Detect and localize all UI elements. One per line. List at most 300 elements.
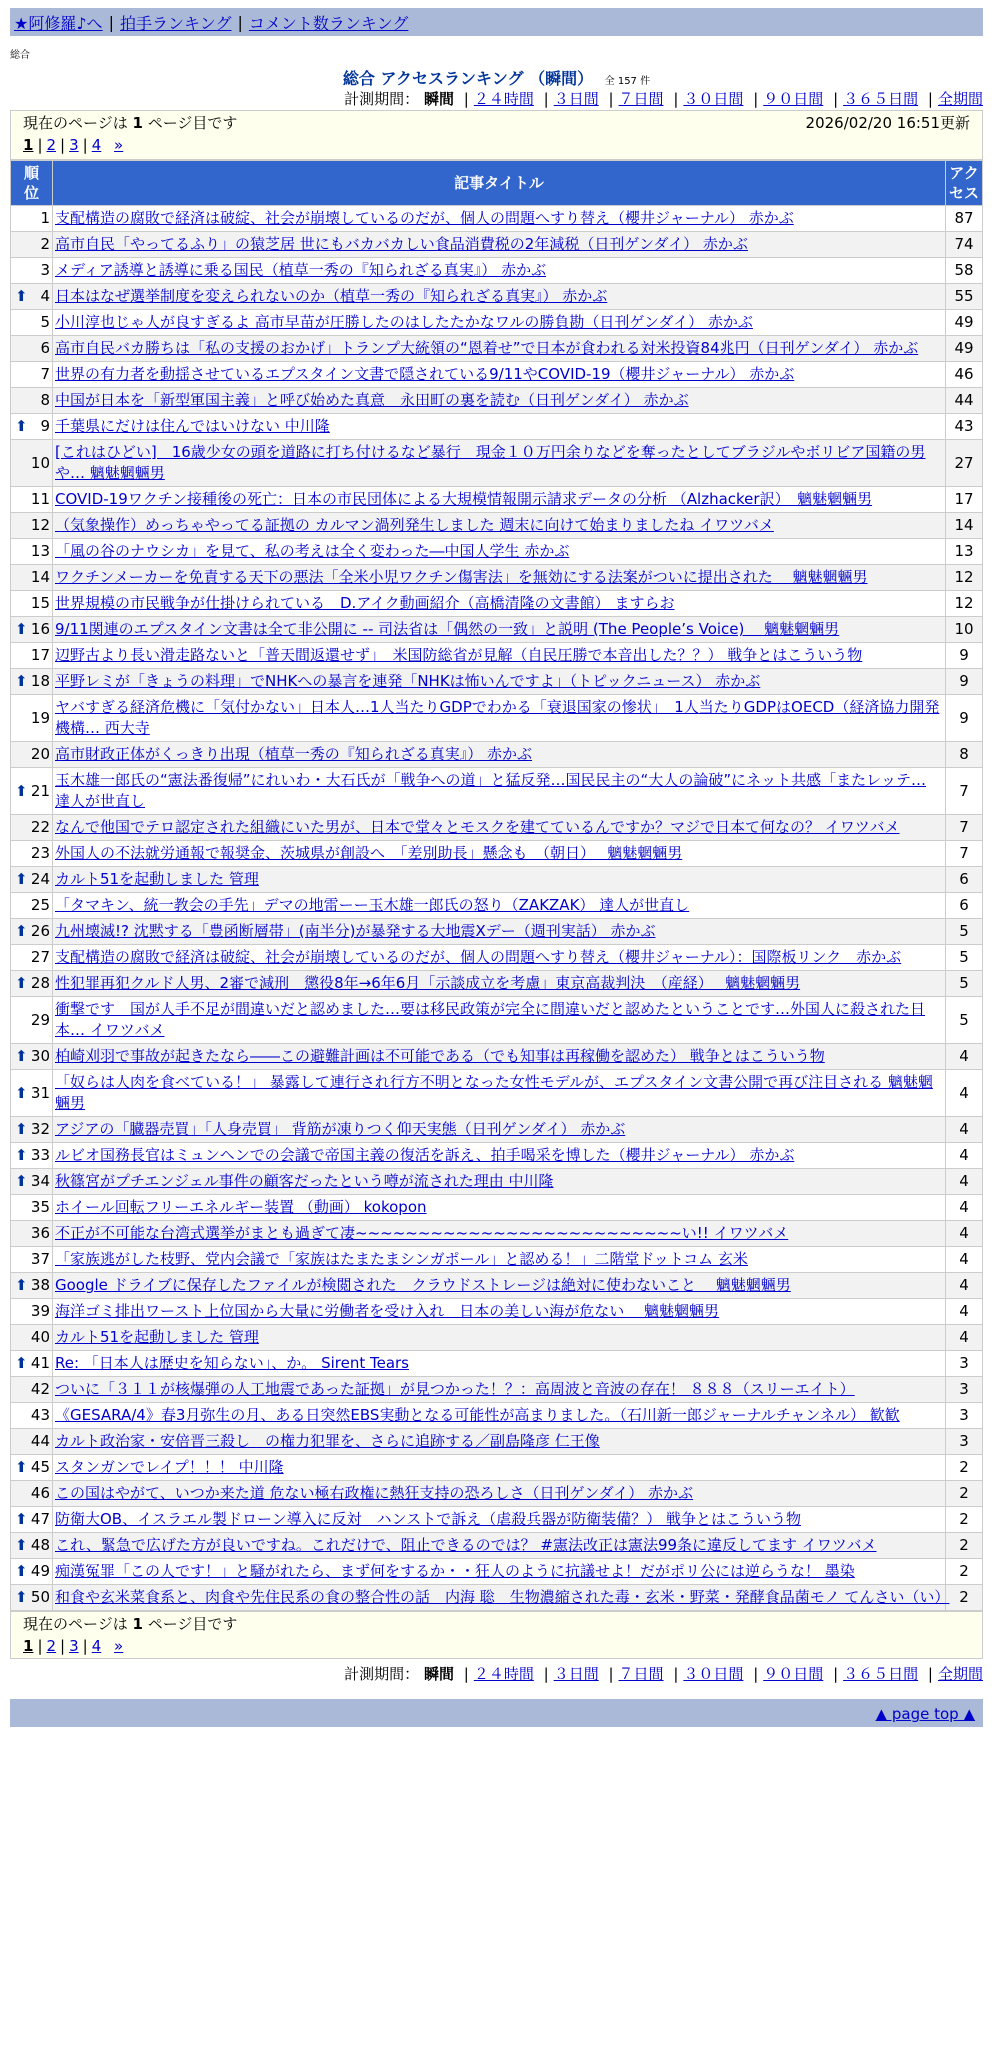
- rank-cell: [11, 591, 53, 617]
- rank-cell: [11, 565, 53, 591]
- page-text-pre: 現在のページは: [23, 114, 133, 132]
- access-count: 3: [946, 1429, 983, 1455]
- access-count: 9: [946, 669, 983, 695]
- article-link[interactable]: 中国が日本を「新型軍国主義」と呼び始めた真意 永田町の裏を読む（日刊ゲンダイ） 赤かぶ: [55, 391, 689, 409]
- table-row: [11, 1507, 983, 1533]
- period-label: 計測期間：: [344, 1665, 420, 1683]
- access-count: 10: [946, 617, 983, 643]
- article-link[interactable]: [これはひどい] 16歳少女の頭を道路に打ち付けるなど暴行 現金１０万円余りなどを奪ったとしてブラジルやボリビア国籍の男や… 魑魅魍魎男: [55, 443, 926, 482]
- article-link[interactable]: メディア誘導と誘導に乗る国民（植草一秀の『知られざる真実』） 赤かぶ: [55, 261, 547, 279]
- title-cell: [53, 362, 946, 388]
- table-row: [11, 1403, 983, 1429]
- period-link-30d[interactable]: ３０日間: [683, 90, 744, 108]
- rank-cell: [11, 695, 53, 742]
- rank-number: 38: [30, 1276, 50, 1294]
- article-link[interactable]: スタンガンでレイプ！！！ 中川隆: [55, 1458, 284, 1476]
- access-count: 4: [946, 1117, 983, 1143]
- table-row: [11, 742, 983, 768]
- access-count: 5: [946, 919, 983, 945]
- rank-number: 41: [30, 1354, 50, 1372]
- table-row: [11, 617, 983, 643]
- rank-cell: [11, 815, 53, 841]
- current-page-text: [23, 1612, 237, 1636]
- title-cell: [53, 1585, 950, 1611]
- page-links: [23, 135, 970, 157]
- access-count: 4: [946, 1221, 983, 1247]
- access-count: 3: [946, 1403, 983, 1429]
- rank-up-arrow-icon: ⬆: [15, 1047, 28, 1065]
- page-link-2[interactable]: 2: [46, 136, 57, 154]
- home-link[interactable]: ★阿修羅♪へ: [14, 13, 103, 33]
- separator: |: [82, 136, 88, 154]
- title-cell: [53, 768, 946, 815]
- article-link[interactable]: 「家族逃がした枝野、党内会議で「家族はたまたまシンガポール」と認める！」二階堂ドットコム 玄米: [55, 1250, 748, 1268]
- access-count: 2: [946, 1481, 983, 1507]
- rank-cell: [11, 1533, 53, 1559]
- access-count: 13: [946, 539, 983, 565]
- table-row: [11, 867, 983, 893]
- article-link[interactable]: Google ドライブに保存したファイルが検閲された クラウドストレージは絶対に使わないこと 魑魅魍魎男: [55, 1276, 791, 1294]
- table-row: [11, 1273, 983, 1299]
- title-cell: [53, 997, 946, 1044]
- separator: |: [927, 1665, 933, 1683]
- next-page-link[interactable]: »: [114, 136, 124, 154]
- rank-number: 42: [30, 1380, 50, 1398]
- article-link[interactable]: 玉木雄一郎氏の“憲法番復帰”にれいわ・大石氏が「戦争への道」と猛反発…国民民主の“大人の論破”にネット共感「またレッテ… 達人が世直し: [55, 771, 926, 810]
- rank-number: 4: [40, 287, 50, 305]
- rank-number: 29: [30, 1010, 50, 1029]
- access-count: 44: [946, 388, 983, 414]
- article-link[interactable]: カルト政治家・安倍晋三殺し の権力犯罪を、さらに追跡する／副島隆彦 仁王像: [55, 1432, 600, 1450]
- article-link[interactable]: 「奴らは人肉を食べている！」 暴露して連行され行方不明となった女性モデルが、エプスタイン文書公開で再び注目される 魑魅魍魎男: [55, 1073, 933, 1112]
- period-link-3d[interactable]: ３日間: [553, 90, 599, 108]
- separator: |: [833, 90, 839, 108]
- rank-number: 26: [30, 922, 50, 940]
- title-cell: [53, 643, 946, 669]
- title-cell: [53, 1559, 946, 1585]
- rank-number: 35: [30, 1198, 50, 1216]
- rank-number: 22: [30, 818, 50, 836]
- title-cell: [53, 1143, 946, 1169]
- next-page-link[interactable]: »: [114, 1637, 124, 1655]
- title-cell: [53, 669, 946, 695]
- table-row: [11, 1169, 983, 1195]
- rank-up-arrow-icon: ⬆: [15, 1510, 28, 1528]
- rank-number: 19: [30, 708, 50, 727]
- period-link-7d[interactable]: ７日間: [618, 1665, 664, 1683]
- table-row: [11, 513, 983, 539]
- separator: |: [82, 1637, 88, 1655]
- total-count: 全 157 件: [604, 76, 651, 87]
- page: [10, 8, 983, 1727]
- rank-number: 28: [30, 974, 50, 992]
- title-cell: [53, 1195, 946, 1221]
- rank-up-arrow-icon: ⬆: [15, 1536, 28, 1554]
- separator: |: [833, 1665, 839, 1683]
- table-row: [11, 893, 983, 919]
- table-row: [11, 1455, 983, 1481]
- rank-number: 46: [30, 1484, 50, 1502]
- title-cell: [53, 539, 946, 565]
- rank-cell: [11, 867, 53, 893]
- access-count: 4: [946, 1169, 983, 1195]
- rank-cell: [11, 232, 53, 258]
- rank-up-arrow-icon: ⬆: [15, 870, 28, 888]
- rank-up-arrow-icon: ⬆: [15, 1588, 28, 1606]
- rank-number: 39: [30, 1302, 50, 1320]
- rank-cell: [11, 1143, 53, 1169]
- rank-number: 20: [30, 745, 50, 763]
- table-row: [11, 1143, 983, 1169]
- table-row: [11, 591, 983, 617]
- article-link[interactable]: 支配構造の腐敗で経済は破綻、社会が崩壊しているのだが、個人の問題へすり替え（櫻井ジャーナル）：国際板リンク 赤かぶ: [55, 948, 902, 966]
- rank-up-arrow-icon: ⬆: [15, 922, 28, 940]
- updated-time: 2026/02/20 16:51更新: [805, 114, 970, 132]
- table-row: [11, 997, 983, 1044]
- article-link[interactable]: 不正が不可能な台湾式選挙がまとも過ぎて凄~~~~~~~~~~~~~~~~~~~~~~~~~~い!! イワツバメ: [55, 1224, 789, 1242]
- rank-cell: [11, 1507, 53, 1533]
- article-link[interactable]: なんで他国でテロ認定された組織にいた男が、日本で堂々とモスクを建てているんですか？マジで日本て何なの？ イワツバメ: [55, 818, 900, 836]
- separator: |: [37, 1637, 43, 1655]
- rank-cell: [11, 1044, 53, 1070]
- title-cell: [53, 1044, 946, 1070]
- table-row: [11, 1221, 983, 1247]
- rank-number: 15: [30, 594, 50, 612]
- rank-cell: [11, 669, 53, 695]
- rank-number: 10: [30, 453, 50, 472]
- separator: |: [463, 1665, 469, 1683]
- rank-number: 24: [30, 870, 50, 888]
- article-link[interactable]: ルビオ国務長官はミュンヘンでの会議で帝国主義の復活を訴え、拍手喝采を博した（櫻井ジャーナル） 赤かぶ: [55, 1146, 795, 1164]
- page-number: 1: [132, 1615, 143, 1633]
- article-link[interactable]: 「タマキン、統一教会の手先」デマの地雷ーー玉木雄一郎氏の怒り（ZAKZAK） 達人が世直し: [55, 896, 690, 914]
- page-link-4[interactable]: 4: [91, 136, 102, 154]
- access-count: 7: [946, 841, 983, 867]
- access-count: 8: [946, 742, 983, 768]
- separator: |: [753, 90, 759, 108]
- article-link[interactable]: 千葉県にだけは住んではいけない 中川隆: [55, 417, 330, 435]
- rank-up-arrow-icon: ⬆: [15, 1120, 28, 1138]
- article-link[interactable]: 衝撃です 国が人手不足が間違いだと認めました…要は移民政策が完全に間違いだと認めたということです…外国人に殺された日本… イワツバメ: [55, 1000, 926, 1039]
- table-row: [11, 362, 983, 388]
- access-count: 14: [946, 513, 983, 539]
- top-nav: [10, 8, 983, 36]
- page-title: [10, 66, 983, 88]
- table-row: [11, 1044, 983, 1070]
- article-link[interactable]: これ、緊急で広げた方が良いですね。これだけで、阻止できるのでは？ #憲法改正は憲法99条に違反してます イワツバメ: [55, 1536, 877, 1554]
- title-cell: [53, 1117, 946, 1143]
- table-row: [11, 1325, 983, 1351]
- period-link-all[interactable]: 全期間: [937, 1665, 983, 1683]
- rank-cell: [11, 1247, 53, 1273]
- article-link[interactable]: 支配構造の腐敗で経済は破綻、社会が崩壊しているのだが、個人の問題へすり替え（櫻井ジャーナル） 赤かぶ: [55, 209, 794, 227]
- access-count: 46: [946, 362, 983, 388]
- article-link[interactable]: 防衛大OB、イスラエル製ドローン導入に反対 ハンストで訴え（虐殺兵器が防衛装備？） 戦争とはこういう物: [55, 1510, 801, 1528]
- article-link[interactable]: 小川淳也じゃ人が良すぎるよ 高市早苗が圧勝したのはしたたかなワルの勝負勘（日刊ゲンダイ） 赤かぶ: [55, 313, 753, 331]
- rank-number: 8: [40, 391, 50, 409]
- article-link[interactable]: （気象操作）めっちゃやってる証拠の カルマン渦列発生しました 週末に向けて始まりましたね イワツバメ: [55, 516, 774, 534]
- rank-number: 6: [40, 339, 50, 357]
- table-row: [11, 258, 983, 284]
- rank-cell: [11, 841, 53, 867]
- period-link-all[interactable]: 全期間: [937, 90, 983, 108]
- article-link[interactable]: 高市自民バカ勝ちは「私の支援のおかげ」トランプ大統領の“恩着せ”で日本が食われる対米投資84兆円（日刊ゲンダイ） 赤かぶ: [55, 339, 919, 357]
- title-cell: [53, 1429, 946, 1455]
- title-cell: [53, 815, 946, 841]
- table-row: [11, 565, 983, 591]
- rank-number: 33: [30, 1146, 50, 1164]
- title-cell: [53, 1325, 946, 1351]
- access-count: 4: [946, 1143, 983, 1169]
- access-count: 2: [946, 1507, 983, 1533]
- period-selector-top: [10, 88, 983, 110]
- article-link[interactable]: この国はやがて、いつか来た道 危ない極右政権に熱狂支持の恐ろしさ（日刊ゲンダイ） 赤かぶ: [55, 1484, 694, 1502]
- rank-number: 37: [30, 1250, 50, 1268]
- article-link[interactable]: 九州壊滅!? 沈黙する「豊函断層帯」(南半分)が暴発する大地震Xデー（週刊実話） 赤かぶ: [55, 922, 656, 940]
- table-row: [11, 945, 983, 971]
- table-row: [11, 1117, 983, 1143]
- title-cell: [53, 310, 946, 336]
- title-cell: [53, 1533, 946, 1559]
- rank-cell: [11, 513, 53, 539]
- article-link[interactable]: ワクチンメーカーを免責する天下の悪法「全米小児ワクチン傷害法」を無効にする法案がついに提出された 魑魅魍魎男: [55, 568, 868, 586]
- article-link[interactable]: ヤバすぎる経済危機に「気付かない」日本人…1人当たりGDPでわかる「衰退国家の惨状」 1人当たりGDPはOECD（経済協力開発機構… 西大寺: [55, 698, 940, 737]
- title-cell: [53, 565, 946, 591]
- table-row: [11, 971, 983, 997]
- title-cell: [53, 1377, 946, 1403]
- table-row: [11, 539, 983, 565]
- access-count: 2: [946, 1533, 983, 1559]
- rank-number: 25: [30, 896, 50, 914]
- rank-cell: [11, 643, 53, 669]
- title-cell: [53, 388, 946, 414]
- rank-cell: [11, 997, 53, 1044]
- access-count: 2: [946, 1455, 983, 1481]
- page-link-3[interactable]: 3: [69, 1637, 79, 1655]
- period-current: 瞬間: [423, 1665, 454, 1683]
- separator: [105, 1637, 110, 1655]
- article-link[interactable]: 9/11関連のエプスタイン文書は全て非公開に -- 司法省は「偶然の一致」と説明 (The People’s Voice) 魑魅魍魎男: [55, 620, 840, 638]
- rank-cell: [11, 945, 53, 971]
- access-count: 55: [946, 284, 983, 310]
- period-link-90d[interactable]: ９０日間: [763, 1665, 824, 1683]
- separator: |: [608, 90, 614, 108]
- title-cell: [53, 1273, 946, 1299]
- comment-ranking-link[interactable]: コメント数ランキング: [248, 13, 409, 33]
- access-count: 2: [946, 1585, 983, 1611]
- rank-number: 3: [40, 261, 50, 279]
- access-count: 87: [946, 206, 983, 232]
- clap-ranking-link[interactable]: 拍手ランキング: [119, 13, 232, 33]
- article-link[interactable]: 高市自民「やってるふり」の猿芝居 世にもバカバカしい食品消費税の2年減税（日刊ゲンダイ） 赤かぶ: [55, 235, 748, 253]
- title-cell: [53, 695, 946, 742]
- title-cell: [53, 1169, 946, 1195]
- title-cell: [53, 414, 946, 440]
- access-count: 3: [946, 1377, 983, 1403]
- col-rank-header: 順位: [11, 161, 53, 206]
- title-cell: [53, 1351, 946, 1377]
- rank-number: 14: [30, 568, 50, 586]
- title-cell: [53, 867, 946, 893]
- access-count: 4: [946, 1299, 983, 1325]
- rank-cell: [11, 539, 53, 565]
- rank-cell: [11, 1351, 53, 1377]
- access-count: 7: [946, 768, 983, 815]
- table-row: [11, 487, 983, 513]
- table-row: [11, 1351, 983, 1377]
- rank-number: 34: [30, 1172, 50, 1190]
- article-link[interactable]: カルト51を起動しました 管理: [55, 1328, 259, 1346]
- title-cell: [53, 1221, 946, 1247]
- rank-cell: [11, 362, 53, 388]
- rank-cell: [11, 1299, 53, 1325]
- article-link[interactable]: 「風の谷のナウシカ」を見て、私の考えは全く変わった―中国人学生 赤かぶ: [55, 542, 570, 560]
- article-link[interactable]: ついに「３１１が核爆弾の人工地震であった証拠」が見つかった！？：高周波と音波の存在！ ８８８（スリーエイト）: [55, 1380, 855, 1398]
- article-link[interactable]: アジアの「臓器売買」「人身売買」 背筋が凍りつく仰天実態（日刊ゲンダイ） 赤かぶ: [55, 1120, 626, 1138]
- rank-up-arrow-icon: ⬆: [15, 1146, 28, 1164]
- article-link[interactable]: 外国人の不法就労通報で報奨金、茨城県が創設へ 「差別助長」懸念も （朝日） 魑魅魍魎男: [55, 844, 683, 862]
- table-row: [11, 284, 983, 310]
- separator: [105, 136, 110, 154]
- separator: |: [37, 136, 43, 154]
- article-link[interactable]: 世界規模の市民戦争が仕掛けられている D.アイク動画紹介（高橋清隆の文書館） ますらお: [55, 594, 675, 612]
- title-cell: [53, 1481, 946, 1507]
- page-link-1: 1: [23, 136, 34, 154]
- period-link-24h[interactable]: ２４時間: [473, 90, 534, 108]
- title-cell: [53, 945, 946, 971]
- access-count: 5: [946, 971, 983, 997]
- col-title-header: 記事タイトル: [53, 161, 946, 206]
- separator: |: [927, 90, 933, 108]
- separator: |: [237, 12, 243, 32]
- article-link[interactable]: 柏崎刈羽で事故が起きたなら――この避難計画は不可能である（でも知事は再稼働を認めた） 戦争とはこういう物: [55, 1047, 825, 1065]
- access-count: 5: [946, 945, 983, 971]
- pager-bottom: [10, 1611, 983, 1659]
- access-count: 4: [946, 1247, 983, 1273]
- title-cell: [53, 206, 946, 232]
- page-link-2[interactable]: 2: [46, 1637, 57, 1655]
- access-count: 74: [946, 232, 983, 258]
- access-count: 4: [946, 1195, 983, 1221]
- article-link[interactable]: 高市財政正体がくっきり出現（植草一秀の『知られざる真実』） 赤かぶ: [55, 745, 532, 763]
- rank-number: 40: [30, 1328, 50, 1346]
- ranking-table: [10, 160, 983, 1611]
- article-link[interactable]: 平野レミが「きょうの料理」でNHKへの暴言を連発「NHKは怖いんですよ」（トピックニュース） 赤かぶ: [55, 672, 761, 690]
- rank-number: 36: [30, 1224, 50, 1242]
- title-cell: [53, 440, 946, 487]
- rank-number: 43: [30, 1406, 50, 1424]
- table-row: [11, 1299, 983, 1325]
- access-count: 4: [946, 1273, 983, 1299]
- col-count-header: アクセス: [946, 161, 983, 206]
- rank-cell: [11, 1273, 53, 1299]
- article-link[interactable]: COVID-19ワクチン接種後の死亡：日本の市民団体による大規模情報開示請求データの分析 （Alzhacker訳） 魑魅魍魎男: [55, 490, 873, 508]
- rank-number: 48: [30, 1536, 50, 1554]
- page-top-link[interactable]: ▲ page top ▲: [875, 1705, 975, 1723]
- article-link[interactable]: 日本はなぜ選挙制度を変えられないのか（植草一秀の『知られざる真実』） 赤かぶ: [55, 287, 608, 305]
- title-cell: [53, 258, 946, 284]
- rank-up-arrow-icon: ⬆: [15, 620, 28, 638]
- rank-cell: [11, 617, 53, 643]
- rank-number: 16: [30, 620, 50, 638]
- access-count: 49: [946, 336, 983, 362]
- title-cell: [53, 284, 946, 310]
- period-link-30d[interactable]: ３０日間: [683, 1665, 744, 1683]
- rank-cell: [11, 1429, 53, 1455]
- rank-cell: [11, 919, 53, 945]
- pager-top: [10, 110, 983, 160]
- table-row: [11, 310, 983, 336]
- article-link[interactable]: 辺野古より長い滑走路ないと「普天間返還せず」 米国防総省が見解（自民圧勝で本音出した？？） 戦争とはこういう物: [55, 646, 863, 664]
- rank-cell: [11, 1221, 53, 1247]
- rank-cell: [11, 1403, 53, 1429]
- period-link-3d[interactable]: ３日間: [553, 1665, 599, 1683]
- title-cell: [53, 1455, 946, 1481]
- separator: |: [543, 1665, 549, 1683]
- rank-up-arrow-icon: ⬆: [15, 1083, 28, 1102]
- article-link[interactable]: カルト51を起動しました 管理: [55, 870, 259, 888]
- access-count: 2: [946, 1559, 983, 1585]
- article-link[interactable]: 《GESARA/4》春3月弥生の月、ある日突然EBS実動となる可能性が高まりました。（石川新一郎ジャーナルチャンネル） 歓歓: [55, 1406, 900, 1424]
- period-label: 計測期間：: [344, 90, 420, 108]
- access-count: 6: [946, 867, 983, 893]
- period-link-90d[interactable]: ９０日間: [763, 90, 824, 108]
- period-link-24h[interactable]: ２４時間: [473, 1665, 534, 1683]
- title-cell: [53, 1070, 946, 1117]
- article-link[interactable]: ホイール回転フリーエネルギー装置 （動画） kokopon: [55, 1198, 427, 1216]
- table-row: [11, 1195, 983, 1221]
- table-row: [11, 1559, 983, 1585]
- current-page-text: [23, 111, 237, 135]
- rank-cell: [11, 1070, 53, 1117]
- rank-cell: [11, 768, 53, 815]
- article-link[interactable]: 海洋ゴミ排出ワースト上位国から大量に労働者を受け入れ 日本の美しい海が危ない 魑魅魍魎男: [55, 1302, 720, 1320]
- article-link[interactable]: 性犯罪再犯クルド人男、2審で減刑 懲役8年→6年6月「示談成立を考慮」東京高裁判決 （産経） 魑魅魍魎男: [55, 974, 801, 992]
- rank-cell: [11, 1559, 53, 1585]
- page-link-4[interactable]: 4: [91, 1637, 102, 1655]
- article-link[interactable]: 世界の有力者を動揺させているエプスタイン文書で隠されている9/11やCOVID-19（櫻井ジャーナル） 赤かぶ: [55, 365, 795, 383]
- article-link[interactable]: 秋篠宮がプチエンジェル事件の顧客だったという噂が流された理由 中川隆: [55, 1172, 554, 1190]
- rank-up-arrow-icon: ⬆: [15, 1562, 28, 1580]
- access-count: 49: [946, 310, 983, 336]
- rank-number: 47: [30, 1510, 50, 1528]
- article-link[interactable]: 痴漢冤罪「この人です！」と騒がれたら、まず何をするか・・狂人のように抗議せよ！だがポリ公には逆らうな！ 墨染: [55, 1562, 855, 1580]
- rank-number: 17: [30, 646, 50, 664]
- rank-cell: [11, 1117, 53, 1143]
- page-link-3[interactable]: 3: [69, 136, 79, 154]
- rank-up-arrow-icon: ⬆: [15, 672, 28, 690]
- separator: |: [543, 90, 549, 108]
- access-count: 43: [946, 414, 983, 440]
- period-link-365d[interactable]: ３６５日間: [843, 1665, 919, 1683]
- rank-number: 11: [30, 490, 50, 508]
- separator: |: [60, 136, 66, 154]
- period-link-7d[interactable]: ７日間: [618, 90, 664, 108]
- article-link[interactable]: Re: 「日本人は歴史を知らない」、か。 Sirent Tears: [55, 1354, 409, 1372]
- period-link-365d[interactable]: ３６５日間: [843, 90, 919, 108]
- rank-number: 31: [30, 1083, 50, 1102]
- access-count: 9: [946, 695, 983, 742]
- page-text-pre: 現在のページは: [23, 1615, 133, 1633]
- title-cell: [53, 971, 946, 997]
- title-cell: [53, 893, 946, 919]
- article-link[interactable]: 和食や玄米菜食系と、肉食や先住民系の食の整合性の話 内海 聡 生物濃縮された毒・玄米・野菜・発酵食品菌モノ てんさい（い）: [55, 1588, 950, 1606]
- rank-number: 7: [40, 365, 50, 383]
- rank-number: 50: [30, 1588, 50, 1606]
- access-count: 4: [946, 1044, 983, 1070]
- table-row: [11, 1481, 983, 1507]
- table-row: [11, 841, 983, 867]
